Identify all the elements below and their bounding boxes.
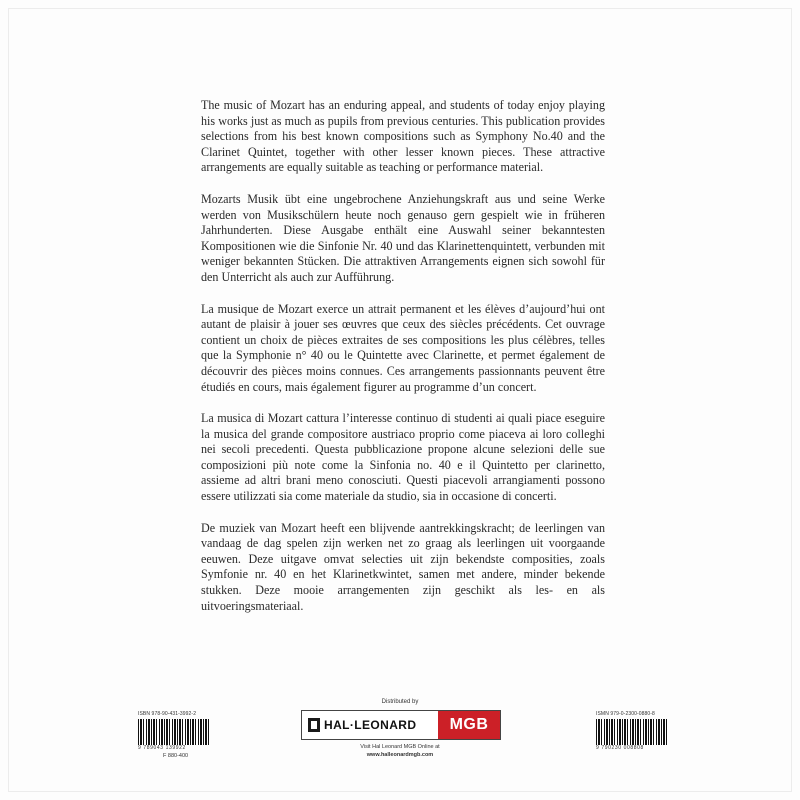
order-number: F 880-400 [163,753,189,759]
description-text-block [201,98,605,630]
barcode-bars [138,719,210,745]
paragraph-french: La musique de Mozart exerce un attrait permanent et les élèves d’aujourd’hui ont autant de plaisir à jouer ses œuvres que ceux des siècles précédents. Cet ouvrage contient un choix de pièces extraites de ses compositions les plus célèbres, telles que la Symphonie n° 40 ou le Quintette avec Clarinette, et permet également de découvrir des pièces moins connues. Ces arrangements passionnants peuvent être étudiés en cours, mais également figurer au programme d’un concert. [201,301,605,394]
ismn-label: ISMN 979-0-2300-0880-8 [596,711,655,717]
mgb-wordmark: MGB [438,711,500,739]
visit-line: Visit Hal Leonard MGB Online at [360,744,440,750]
isbn-label: ISBN 978-90-431-3992-2 [138,711,197,717]
isbn-barcode [138,711,216,751]
hal-leonard-mark-icon [308,718,320,732]
hal-leonard-mgb-logo [301,710,501,740]
website-url[interactable]: www.halleonardmgb.com [366,752,434,758]
paragraph-german: Mozarts Musik übt eine ungebrochene Anziehungskraft aus und seine Werke werden von Musikschülern heute noch genauso gern gespielt wie in früheren Jahrhunderten. Diese Ausgabe enthält eine Auswahl seiner bekanntesten Kompositionen wie die Sinfonie Nr. 40 und das Klarinettenquintett, verbunden mit weniger bekannten Stücken. Die attraktiven Arrangements eignen sich sowohl für den Unterricht als auch zur Aufführung. [201,191,605,284]
paragraph-english: The music of Mozart has an enduring appeal, and students of today enjoy playing his works just as much as pupils from previous centuries. This publication provides selections from his best known compositions such as Symphony No.40 and the Clarinet Quintet, together with other lesser known pieces. These attractive arrangements are equally suitable as teaching or performance material. [201,98,605,175]
paragraph-italian: La musica di Mozart cattura l’interesse continuo di studenti ai quali piace eseguire la musica del grande compositore austriaco proprio come piaceva ai loro colleghi nei secoli precedenti. Questa pubblicazione propone alcune selezioni delle sue composizioni più note come la Sinfonia no. 40 e il Quintetto per clarinetto, assieme ad altri brani meno conosciuti. Questi piacevoli arrangiamenti possono essere utilizzati sia come materiale da studio, sia in occasione di concerti. [201,411,605,504]
distributed-by-label: Distributed by [381,699,419,705]
ismn-barcode [596,711,674,751]
hal-leonard-wordmark [302,711,438,739]
hal-leonard-text: HAL·LEONARD [324,718,417,732]
barcode-digits: 9 789043 139922 [138,745,186,751]
paragraph-dutch: De muziek van Mozart heeft een blijvende aantrekkingskracht; de leerlingen van vandaag de dag spelen zijn werken net zo graag als leerlingen uit voorgaande eeuwen. Deze uitgave omvat selecties uit zijn bekendste composities, zoals Symfonie nr. 40 en het Klarinetkwintet, samen met andere, minder bekende stukken. Deze mooie arrangementen zijn geschikt als les- en als uitvoeringsmateriaal. [201,520,605,613]
barcode-bars [596,719,668,745]
barcode-digits: 9 790230 008808 [596,745,644,751]
visit-online-text [300,743,500,759]
